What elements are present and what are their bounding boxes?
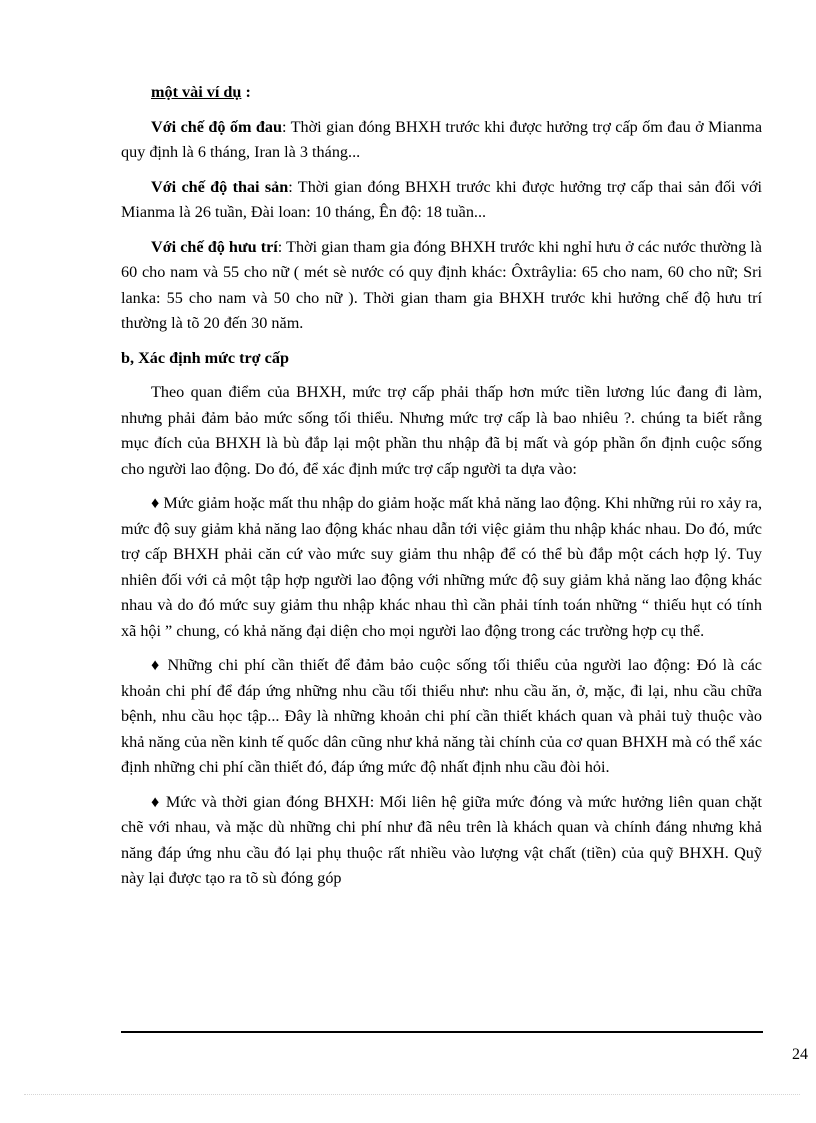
page-number: 24 [792,1046,808,1063]
example-text: : Thời gian đóng BHXH trước khi được hưởng trợ cấp ốm đau ở Mianma quy định là 6 tháng, Iran là 3 tháng... [121,117,763,161]
page-content [121,80,762,901]
bullet-paragraph: ♦ Những chi phí cần thiết để đảm bảo cuộc sống tối thiểu của người lao động: Đó là các khoản chi phí để đáp ứng những nhu cầu tối thiểu như: nhu cầu ăn, ở, mặc, đi lại, nhu cầu chữa bệnh, nhu cầu học tập... Đây là những khoản chi phí cần thiết khách quan và phải tuỳ thuộc vào khả năng của nền kinh tế quốc dân cũng như khả năng tài chính của cơ quan BHXH mà có thể xác định những chi phí cần thiết đó, đáp ứng mức độ nhất định nhu cầu đòi hỏi. [121,656,762,776]
example-paragraph [121,115,762,166]
example-text: : Thời gian đóng BHXH trước khi được hưởng trợ cấp thai sản đối với Mianma là 26 tuần, Đài loan: 10 tháng, Ên độ: 18 tuần... [121,177,763,221]
example-lead: Với chế độ hưu trí [151,237,278,256]
footer-rule [121,1031,763,1033]
example-paragraph [121,235,762,337]
example-lead: Với chế độ thai sản [151,177,289,196]
section-heading-b: b, Xác định mức trợ cấp [121,348,289,367]
intro-paragraph: Theo quan điểm của BHXH, mức trợ cấp phải thấp hơn mức tiền lương lúc đang đi làm, nhưng phải đảm bảo mức sống tối thiểu. Nhưng mức trợ cấp là bao nhiêu ?. chúng ta biết rằng mục đích của BHXH là bù đắp lại một phần thu nhập đã bị mất và góp phần ổn định cuộc sống cho người lao động. Do đó, để xác định mức trợ cấp người ta dựa vào: [121,383,762,478]
bullet-paragraph: ♦ Mức và thời gian đóng BHXH: Mối liên hệ giữa mức đóng và mức hưởng liên quan chặt chẽ với nhau, và mặc dù những chi phí như đã nêu trên là khách quan và chính đáng nhưng khả năng đáp ứng nhu cầu đó lại phụ thuộc rất nhiều vào lượng vật chất (tiền) của quỹ BHXH. Quỹ này lại được tạo ra tõ sù đóng góp [121,792,762,887]
example-paragraph [121,175,762,226]
example-lead: Với chế độ ốm đau [151,117,282,136]
example-text: : Thời gian tham gia đóng BHXH trước khi nghỉ hưu ở các nước thường là 60 cho nam và 55 cho nữ ( mét sè nước có quy định khác: Ôxtrâylia: 65 cho nam, 60 cho nữ; Sri lanka: 55 cho nam và 50 cho nữ ). Thời gian tham gia BHXH trước khi hưởng chế độ hưu trí thường là tõ 20 đến 30 năm. [121,237,762,332]
bullet-paragraph: ♦ Mức giảm hoặc mất thu nhập do giảm hoặc mất khả năng lao động. Khi những rủi ro xảy ra, mức độ suy giảm khả năng lao động khác nhau dẫn tới việc giảm thu nhập khác nhau. Do đó, mức trợ cấp BHXH phải căn cứ vào mức suy giảm thu nhập để có thể bù đắp một cách hợp lý. Tuy nhiên đối với cả một tập hợp người lao động với những mức độ suy giảm khả năng lao động khác nhau và do đó mức suy giảm thu nhập khác nhau thì cần phải tính toán những “ thiếu hụt có tính xã hội ” chung, có khả năng đại diện cho mọi người lao động trong các trường hợp cụ thể. [121,494,762,640]
section-intro [121,80,762,106]
section-intro-title: một vài ví dụ [151,83,242,101]
page-bottom-border [24,1094,800,1095]
section-intro-suffix: : [241,83,251,101]
